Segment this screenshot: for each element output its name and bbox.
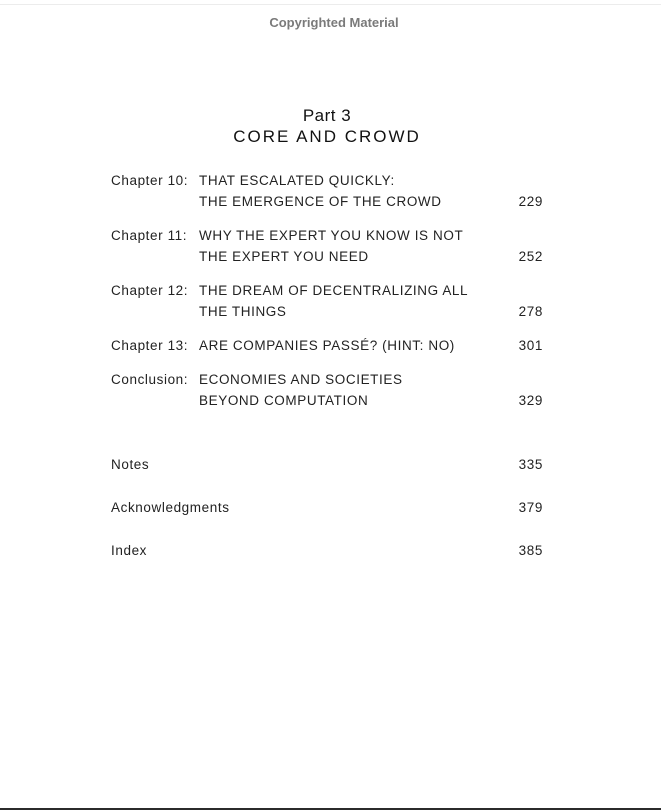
toc-entry-label: Index: [111, 543, 148, 558]
toc-entry-label: Chapter 12:: [111, 283, 189, 298]
part-title: CORE AND CROWD: [233, 127, 421, 146]
toc-entry-page-number: 252: [518, 249, 543, 264]
toc-entry-title-line: THE EXPERT YOU NEED: [199, 249, 369, 264]
toc-entry-title-line: ARE COMPANIES PASSÉ? (HINT: NO): [199, 338, 455, 353]
toc-entry-label: Acknowledgments: [111, 500, 230, 515]
toc-entry-page-number: 229: [518, 194, 543, 209]
toc-entry-title-line: BEYOND COMPUTATION: [199, 393, 369, 408]
toc-entry-page-number: 301: [518, 338, 543, 353]
toc-entry-label: Chapter 10:: [111, 173, 189, 188]
toc-entry-title-line: THE EMERGENCE OF THE CROWD: [199, 194, 442, 209]
toc-entry-label: Chapter 13:: [111, 338, 189, 353]
page-top-edge: [0, 0, 661, 5]
toc-entry-title-line: ECONOMIES AND SOCIETIES: [199, 372, 403, 387]
toc-entry-page-number: 335: [518, 457, 543, 472]
toc-entry-title-line: THE THINGS: [199, 304, 287, 319]
toc-entry-page-number: 329: [518, 393, 543, 408]
toc-entry-page-number: 379: [518, 500, 543, 515]
toc-entry-label: Conclusion:: [111, 372, 189, 387]
toc-entry-label: Notes: [111, 457, 150, 472]
toc-entry-page-number: 278: [518, 304, 543, 319]
toc-entry-label: Chapter 11:: [111, 228, 188, 243]
toc-entry-title-line: WHY THE EXPERT YOU KNOW IS NOT: [199, 228, 464, 243]
toc-entry-page-number: 385: [518, 543, 543, 558]
part-number: Part 3: [302, 106, 352, 125]
toc-entry-title-line: THE DREAM OF DECENTRALIZING ALL: [199, 283, 469, 298]
toc-entry-title-line: THAT ESCALATED QUICKLY:: [199, 173, 395, 188]
copyright-notice: Copyrighted Material: [269, 15, 399, 30]
